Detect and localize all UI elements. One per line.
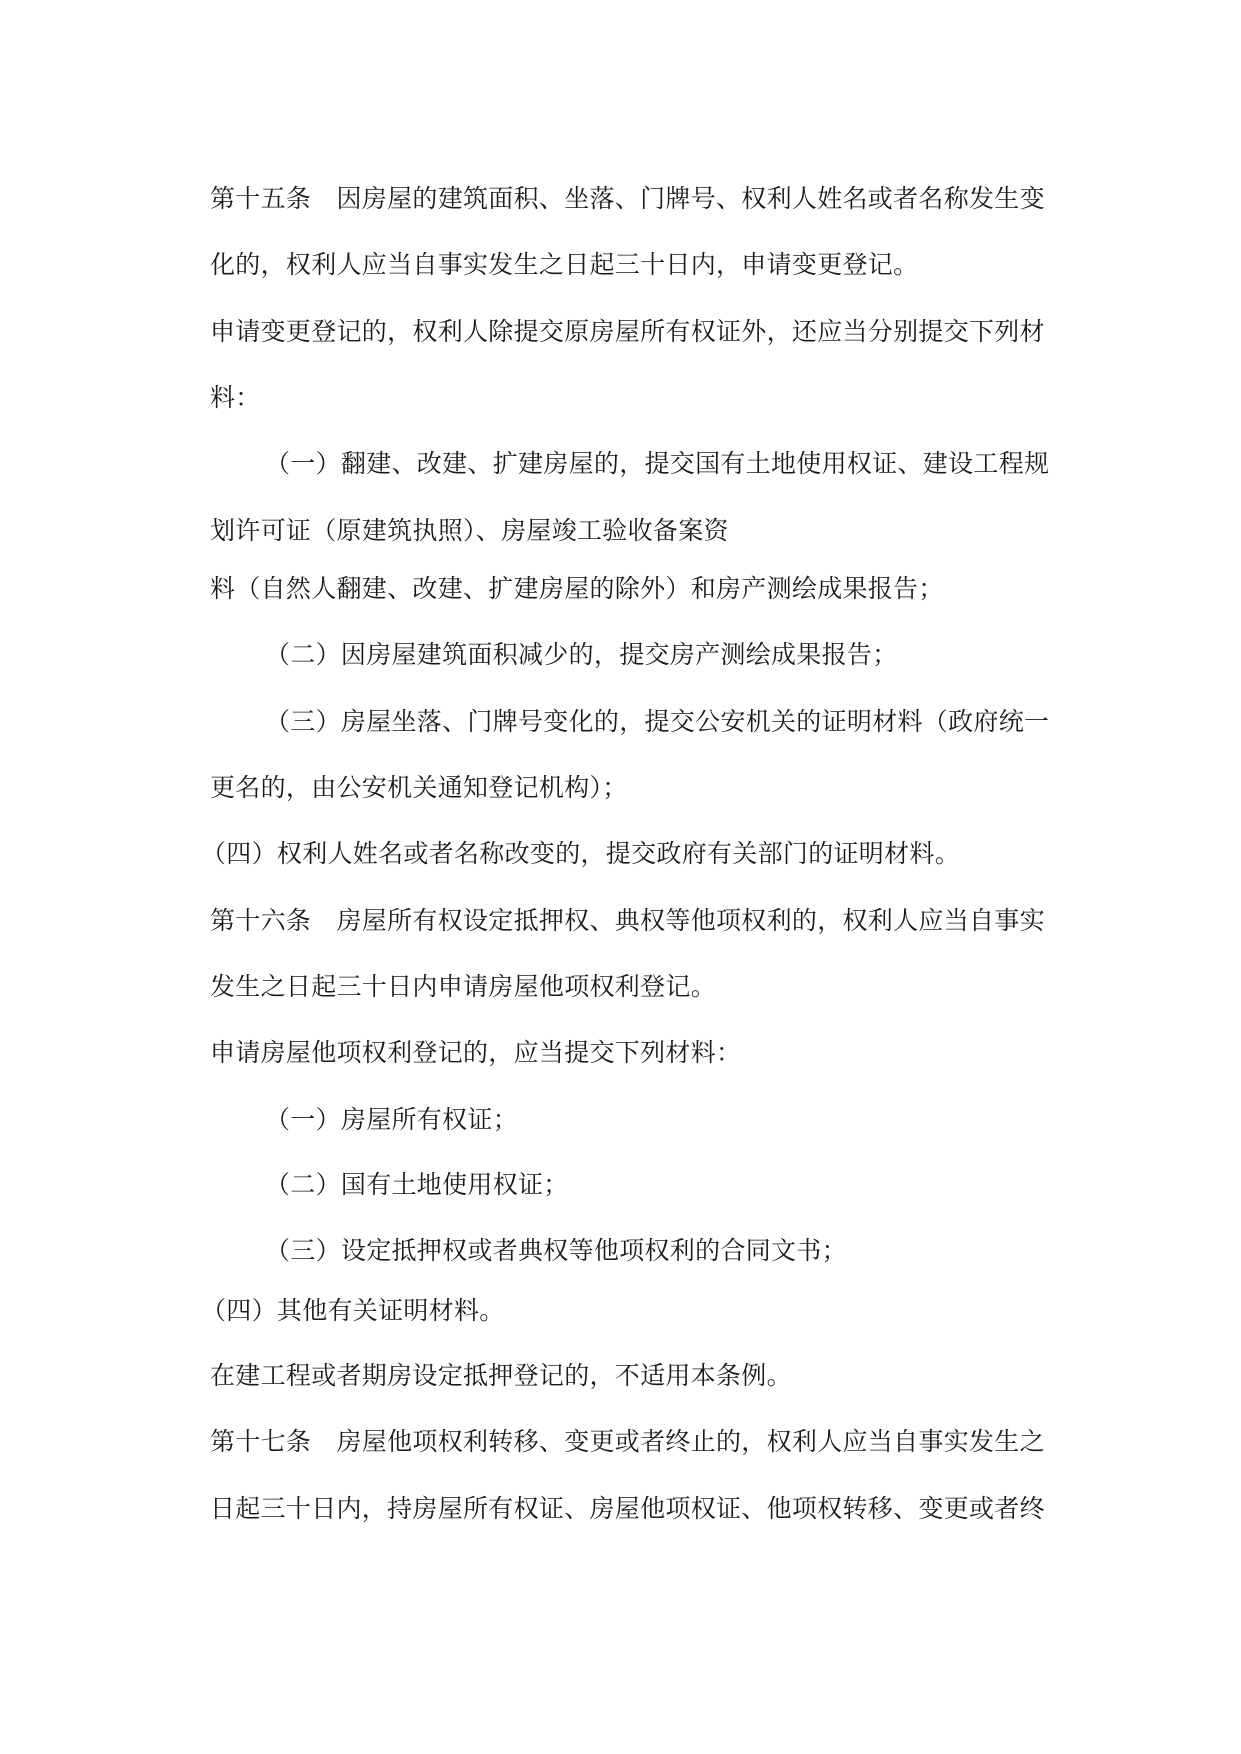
text-line: 第十六条 房屋所有权设定抵押权、典权等他项权利的，权利人应当自事实 [210,906,1045,935]
text-line: （一）翻建、改建、扩建房屋的，提交国有土地使用权证、建设工程规 [265,449,1050,478]
text-line: （四）权利人姓名或者名称改变的，提交政府有关部门的证明材料。 [201,839,961,868]
text-line: 申请房屋他项权利登记的，应当提交下列材料： [210,1038,742,1067]
text-line: 发生之日起三十日内申请房屋他项权利登记。 [210,972,717,1001]
text-line: （一）房屋所有权证； [265,1105,519,1134]
text-line: 第十五条 因房屋的建筑面积、坐落、门牌号、权利人姓名或者名称发生变 [210,184,1045,213]
text-line: （二）国有土地使用权证； [265,1170,569,1199]
text-line: （二）因房屋建筑面积减少的，提交房产测绘成果报告； [265,640,898,669]
text-line: （四）其他有关证明材料。 [201,1296,505,1325]
text-line: （三）房屋坐落、门牌号变化的，提交公安机关的证明材料（政府统一 [265,707,1050,736]
text-line: 日起三十日内，持房屋所有权证、房屋他项权证、他项权转移、变更或者终 [210,1494,1045,1523]
text-line: 化的，权利人应当自事实发生之日起三十日内，申请变更登记。 [210,250,919,279]
text-line: 更名的，由公安机关通知登记机构）； [210,773,628,802]
text-line: （三）设定抵押权或者典权等他项权利的合同文书； [265,1236,847,1265]
text-line: 料（自然人翻建、改建、扩建房屋的除外）和房产测绘成果报告； [210,574,944,603]
text-line: 申请变更登记的，权利人除提交原房屋所有权证外，还应当分别提交下列材 [210,317,1045,346]
text-line: 第十七条 房屋他项权利转移、变更或者终止的，权利人应当自事实发生之 [210,1427,1045,1456]
text-line: 在建工程或者期房设定抵押登记的，不适用本条例。 [210,1361,792,1390]
text-line: 划许可证（原建筑执照）、房屋竣工验收备案资 [210,516,729,545]
text-line: 料： [210,383,261,412]
